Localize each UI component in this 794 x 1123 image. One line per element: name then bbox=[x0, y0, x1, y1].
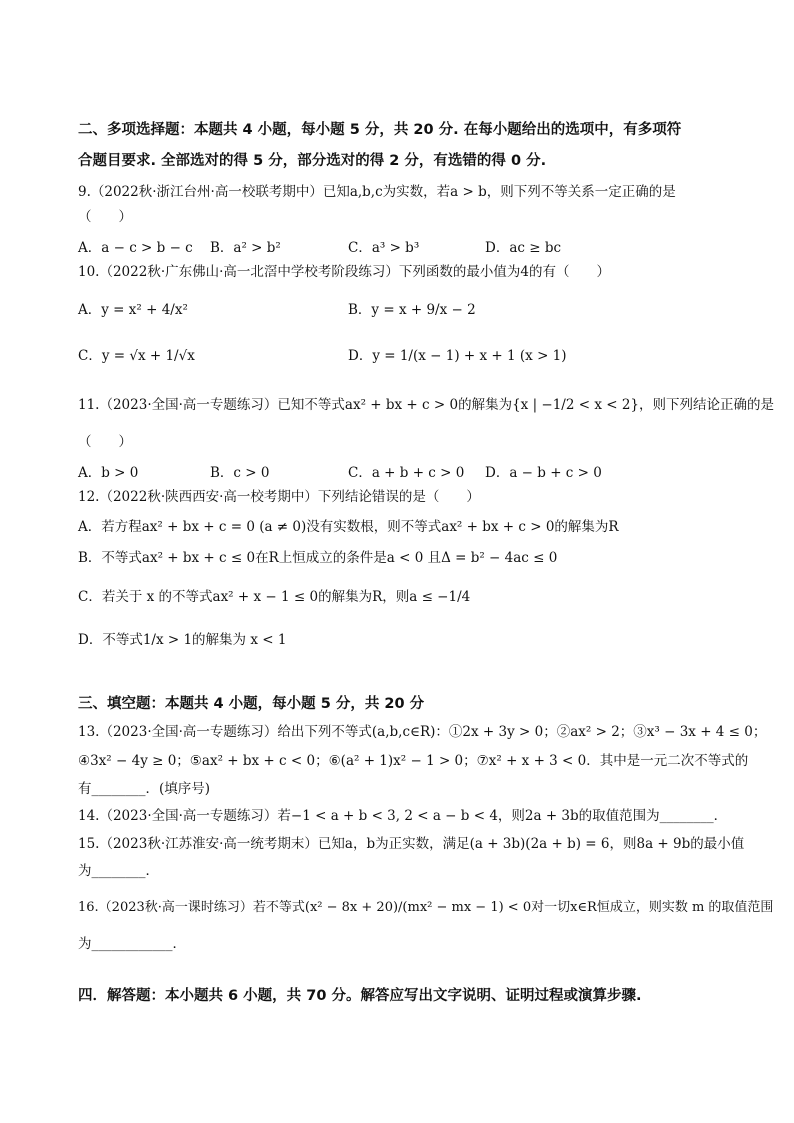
q16-line2: 为____________． bbox=[78, 936, 186, 952]
q13-line2: ④3x² − 4y ≥ 0；⑤ax² + bx + c < 0；⑥(a² + 1)x² − 1 > 0；⑦x² + x + 3 < 0．其中是一元二次不等式的 bbox=[78, 753, 749, 769]
section3-title: 三、填空题：本题共 4 小题，每小题 5 分，共 20 分 bbox=[78, 696, 425, 712]
q9-option-b: B．a² > b² bbox=[210, 240, 281, 256]
q11-option-d: D．a − b + c > 0 bbox=[485, 465, 602, 481]
q11-option-a: A．b > 0 bbox=[78, 465, 139, 481]
q10-option-a: A．y = x² + 4/x² bbox=[78, 302, 188, 318]
q11-paren: （ ） bbox=[78, 434, 132, 450]
q12-option-c: C．若关于 x 的不等式ax² + x − 1 ≤ 0的解集为R，则a ≤ −1/4 bbox=[78, 589, 471, 605]
q10-option-c: C．y = √x + 1/√x bbox=[78, 348, 195, 364]
q11-option-b: B．c > 0 bbox=[210, 465, 270, 481]
q9-option-d: D．ac ≥ bc bbox=[485, 240, 562, 256]
q13-line1: 13.（2023·全国·高一专题练习）给出下列不等式(a,b,c∈R)：①2x + 3y > 0；②ax² > 2；③x³ − 3x + 4 ≤ 0； bbox=[78, 724, 767, 740]
q11-stem: 11.（2023·全国·高一专题练习）已知不等式ax² + bx + c > 0的解集为{x | −1/2 < x < 2}，则下列结论正确的是 bbox=[78, 397, 775, 413]
section4-title: 四．解答题：本小题共 6 小题，共 70 分。解答应写出文字说明、证明过程或演算步骤. bbox=[78, 988, 642, 1004]
section2-title-line2: 合题目要求. 全部选对的得 5 分，部分选对的得 2 分，有选错的得 0 分. bbox=[78, 153, 547, 169]
q9-option-a: A．a − c > b − c bbox=[78, 240, 193, 256]
q9-stem: 9.（2022秋·浙江台州·高一校联考期中）已知a,b,c为实数，若a > b，则下列不等关系一定正确的是 bbox=[78, 184, 676, 200]
q15-line1: 15.（2023秋·江苏淮安·高一统考期末）已知a，b为正实数，满足(a + 3b)(2a + b) = 6，则8a + 9b的最小值 bbox=[78, 836, 745, 852]
q10-stem: 10.（2022秋·广东佛山·高一北滘中学校考阶段练习）下列函数的最小值为4的有（ ） bbox=[78, 264, 610, 280]
q14-line1: 14.（2023·全国·高一专题练习）若−1 < a + b < 3, 2 < a − b < 4，则2a + 3b的取值范围为________． bbox=[78, 808, 728, 824]
q13-line3: 有________．(填序号) bbox=[78, 781, 211, 797]
q10-option-d: D．y = 1/(x − 1) + x + 1 (x > 1) bbox=[348, 348, 567, 364]
q12-option-b: B．不等式ax² + bx + c ≤ 0在R上恒成立的条件是a < 0 且Δ = b² − 4ac ≤ 0 bbox=[78, 550, 558, 566]
q16-line1: 16.（2023秋·高一课时练习）若不等式(x² − 8x + 20)/(mx² − mx − 1) < 0对一切x∈R恒成立，则实数 m 的取值范围 bbox=[78, 900, 774, 915]
q12-option-d: D．不等式1/x > 1的解集为 x < 1 bbox=[78, 632, 287, 648]
q9-option-c: C．a³ > b³ bbox=[348, 240, 420, 256]
q12-stem: 12.（2022秋·陕西西安·高一校考期中）下列结论错误的是（ ） bbox=[78, 489, 480, 505]
q15-line2: 为________． bbox=[78, 863, 159, 879]
q11-option-c: C．a + b + c > 0 bbox=[348, 465, 465, 481]
q12-option-a: A．若方程ax² + bx + c = 0 (a ≠ 0)没有实数根，则不等式ax² + bx + c > 0的解集为R bbox=[78, 519, 619, 535]
q10-option-b: B．y = x + 9/x − 2 bbox=[348, 302, 476, 318]
q9-paren: （ ） bbox=[78, 209, 132, 225]
section2-title-line1: 二、多项选择题：本题共 4 小题，每小题 5 分，共 20 分. 在每小题给出的选项中，有多项符 bbox=[78, 122, 682, 138]
